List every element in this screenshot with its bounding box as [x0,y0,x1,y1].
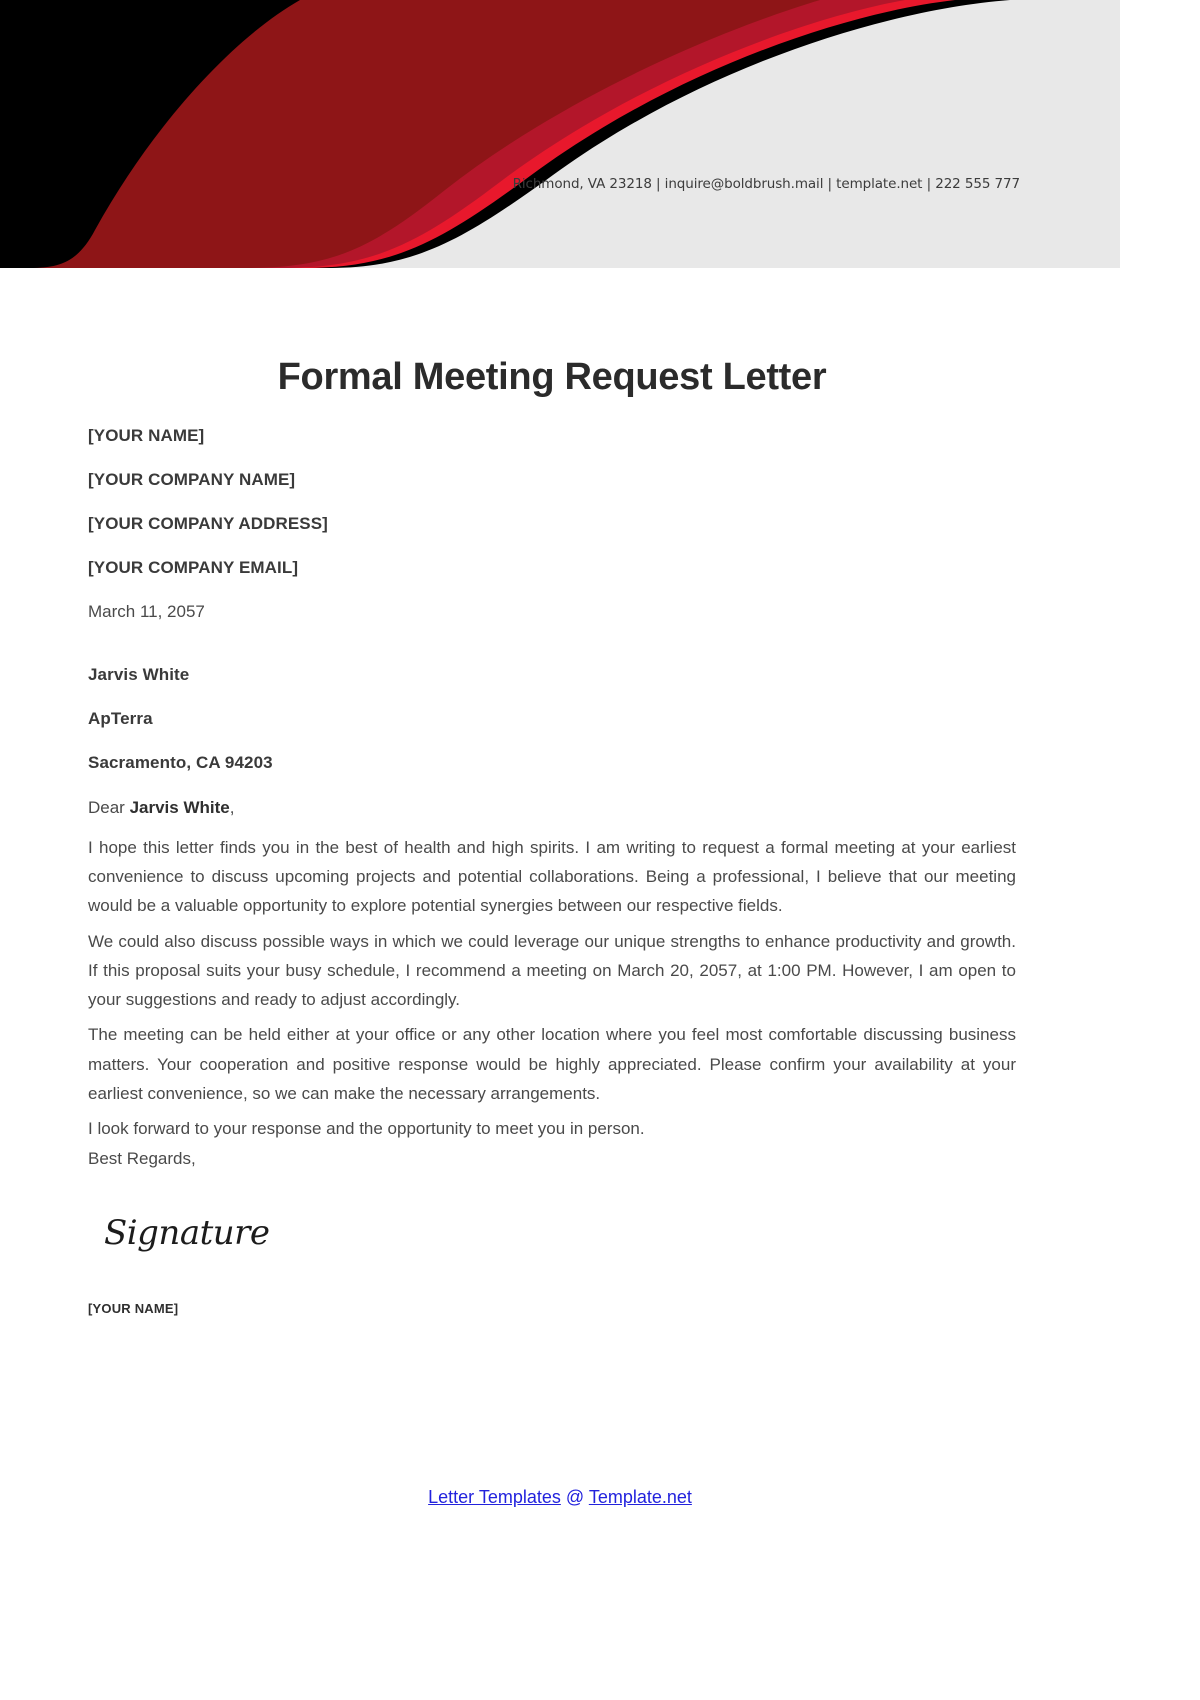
letter-templates-link[interactable]: Letter Templates [428,1487,561,1507]
sign-off: Best Regards, [88,1149,196,1169]
recipient-address: Sacramento, CA 94203 [88,753,273,772]
letter-body [88,268,1016,1316]
recipient-name: Jarvis White [88,665,190,684]
salutation-prefix: Dear [88,798,130,817]
template-net-link[interactable]: Template.net [588,1487,692,1507]
letterhead-header [0,0,1120,268]
signature-mark: Signature [104,1213,270,1254]
body-paragraph-3: The meeting can be held either at your office or any other location where you feel most comfortable discussing business matters. Your cooperation and positive response would be highly appreciated. Please confirm your availability at your earliest convenience, so we can make the necessary arrangements. [88,1025,1016,1103]
closing-paragraph: I look forward to your response and the opportunity to meet you in person. [88,1119,645,1139]
footer [0,1487,1120,1508]
sender-address: [YOUR COMPANY ADDRESS] [88,514,328,533]
header-contact-line: Richmond, VA 23218 | inquire@boldbrush.mail | template.net | 222 555 777 [512,176,1020,192]
sender-name: [YOUR NAME] [88,426,205,445]
recipient-company: ApTerra [88,709,153,728]
header-swoosh-graphic [0,0,1120,268]
block-spacer [88,620,1016,666]
body-paragraph-2: We could also discuss possible ways in which we could leverage our unique strengths to enhance productivity and growth. If this proposal suits your busy schedule, I recommend a meeting on March 20, 2057, at 1:00 PM. However, I am open to your suggestions and ready to adjust accordingly. [88,931,1016,1010]
sender-company: [YOUR COMPANY NAME] [88,470,296,489]
salutation [88,798,1016,818]
body-paragraph-1: I hope this letter finds you in the best of health and high spirits. I am writing to request a formal meeting at your earliest convenience to discuss upcoming projects and potential collaborations. Being a professional, I believe that our meeting would be a valuable opportunity to explore potential synergies between our respective fields. [88,838,1016,916]
footer-separator: @ [560,1487,589,1507]
salutation-recipient-name: Jarvis White [129,798,230,817]
sender-email: [YOUR COMPANY EMAIL] [88,558,299,577]
signature-name: [YOUR NAME] [88,1301,179,1317]
salutation-suffix: , [229,798,235,817]
letter-date: March 11, 2057 [88,602,205,621]
page-title: Formal Meeting Request Letter [277,356,827,398]
